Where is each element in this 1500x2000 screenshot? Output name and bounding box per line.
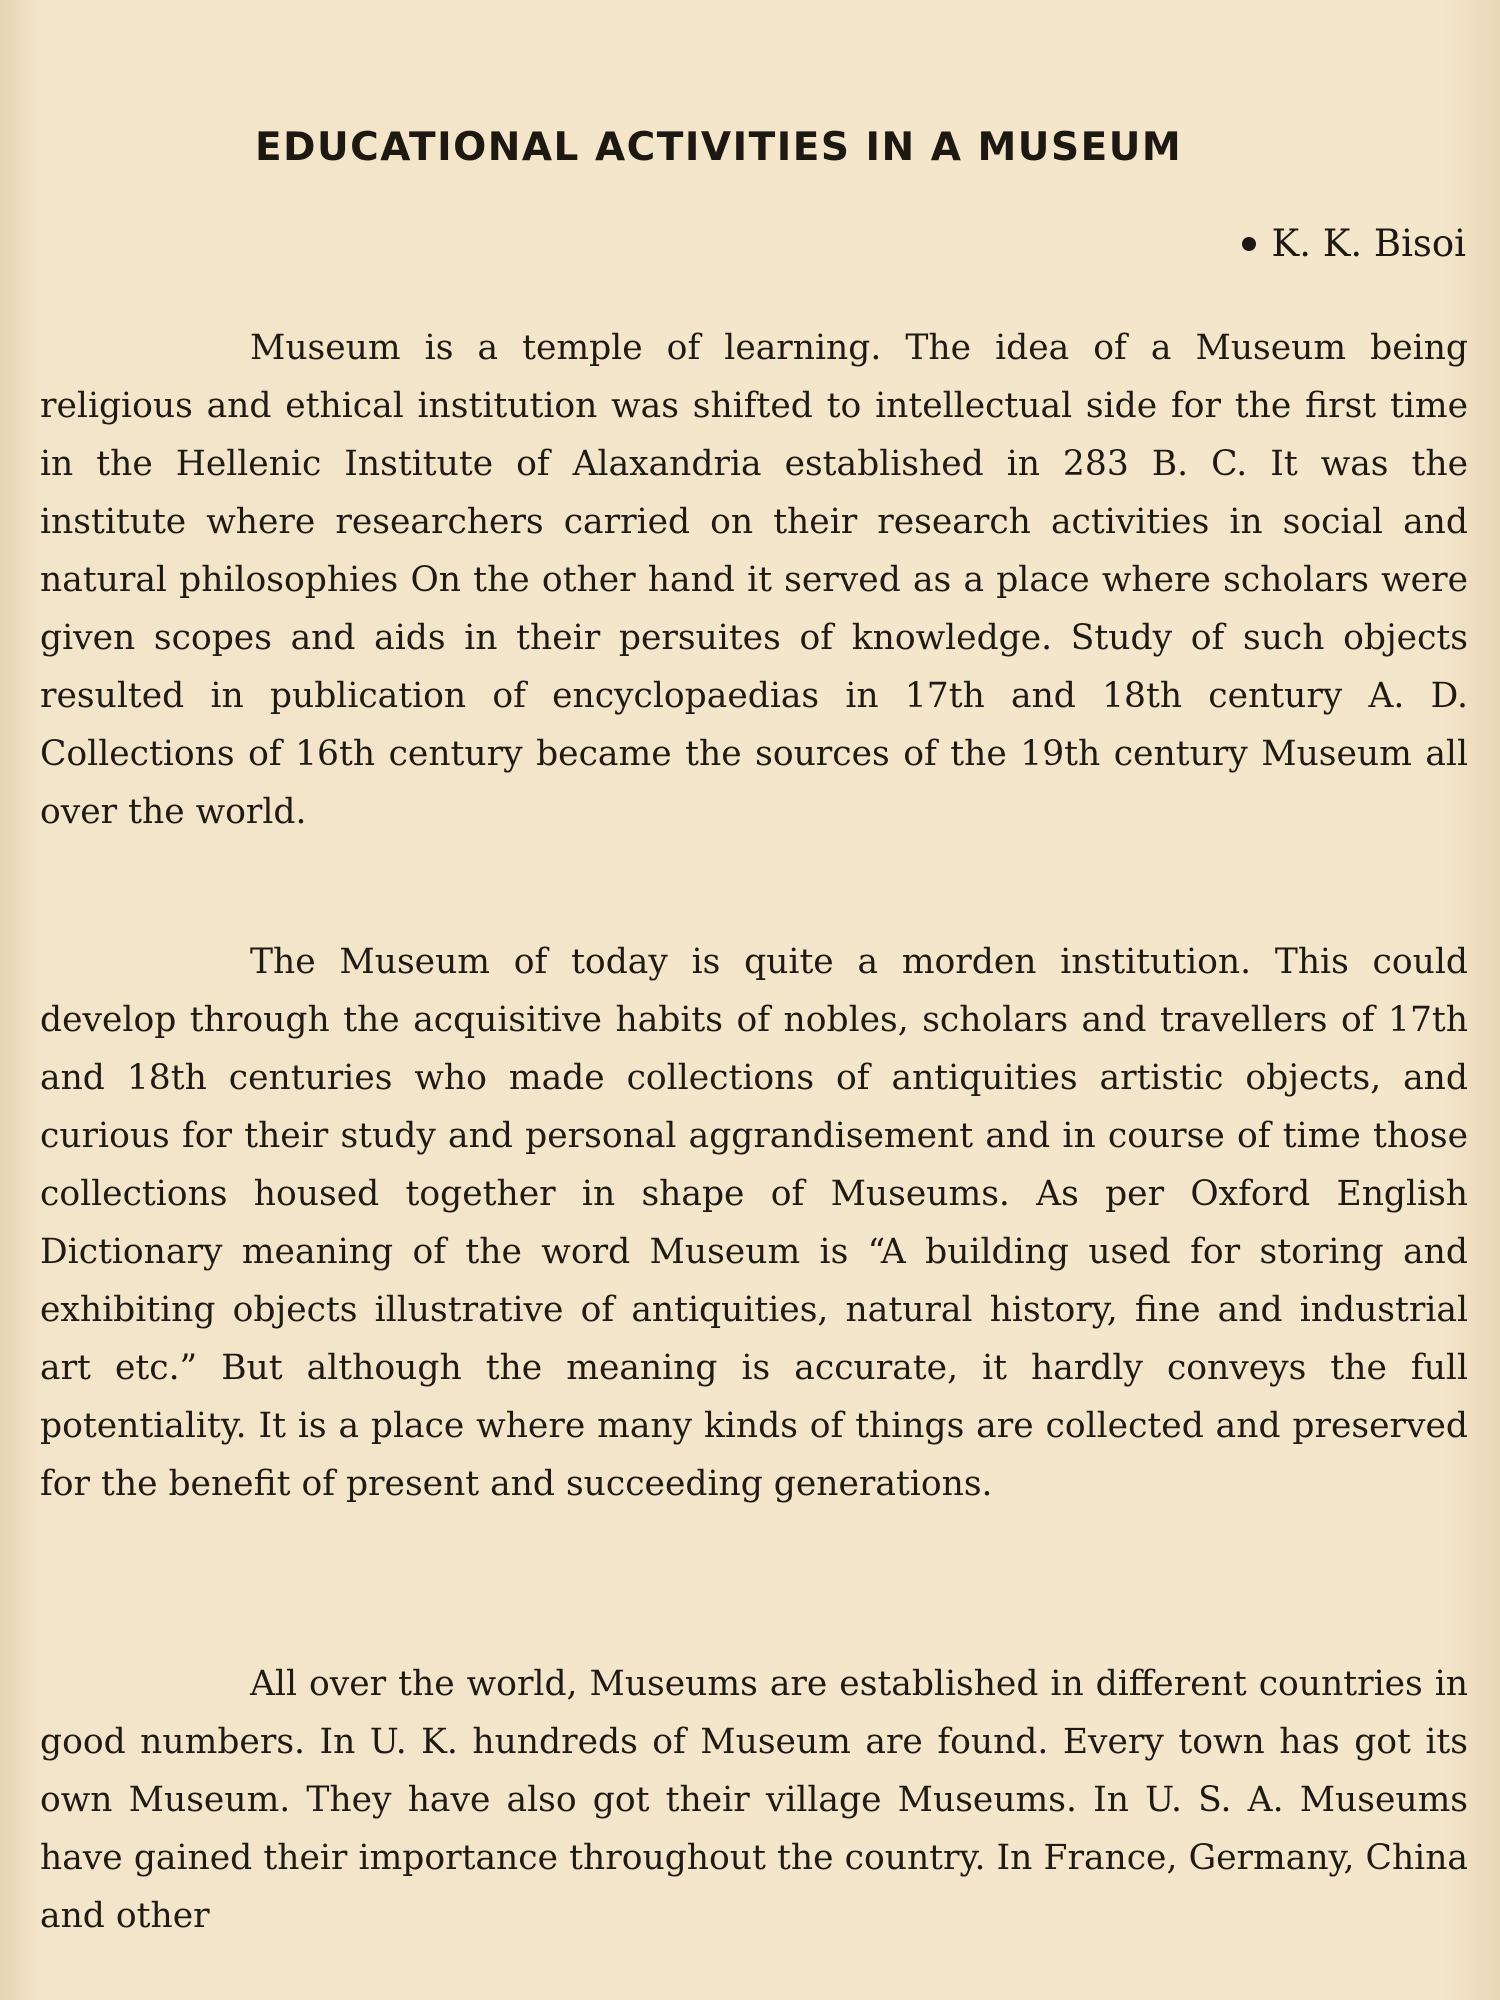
paragraph-2: The Museum of today is quite a morden institution. This could develop through the acquisitive habits of nobles, scholars and travellers of 17th and 18th centuries who made collections of antiquities artistic objects, and curious for their study and personal aggrandisement and in course of time those collections housed together in shape of Museums. As per Oxford English Dictionary meaning of the word Museum is “A building used for storing and exhibiting objects illustrative of antiquities, natural history, fine and industrial art etc.” But although the meaning is accurate, it hardly conveys the full potentiality. It is a place where many kinds of things are collected and preserved for the benefit of present and succeeding generations. bbox=[40, 942, 1468, 1504]
author-byline bbox=[1242, 222, 1466, 265]
bullet-icon bbox=[1242, 237, 1256, 251]
article-title: EDUCATIONAL ACTIVITIES IN A MUSEUM bbox=[255, 125, 1183, 170]
paragraph-1: Museum is a temple of learning. The idea of a Museum being religious and ethical institution was shifted to intellectual side for the first time in the Hellenic Institute of Alaxandria established in 283 B. C. It was the institute where researchers carried on their research activities in social and natural philosophies On the other hand it served as a place where scholars were given scopes and aids in their persuites of knowledge. Study of such objects resulted in publication of encyclopaedias in 17th and 18th century A. D. Collections of 16th century became the sources of the 19th century Museum all over the world. bbox=[40, 328, 1468, 832]
author-name: K. K. Bisoi bbox=[1271, 222, 1466, 265]
paragraph-3: All over the world, Museums are established in different countries in good numbers. In U. K. hundreds of Museum are found. Every town has got its own Museum. They have also got their village Museums. In U. S. A. Museums have gained their importance throughout the country. In France, Germany, China and other bbox=[40, 1664, 1468, 1936]
